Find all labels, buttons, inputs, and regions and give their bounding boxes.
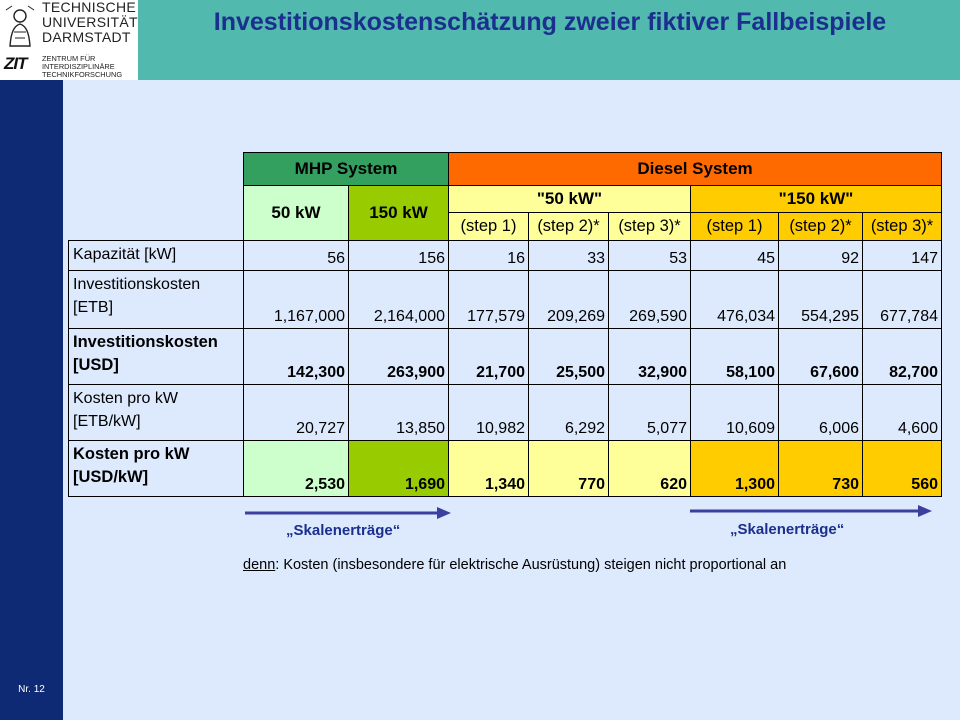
table-cell: 16	[448, 240, 529, 271]
table-cell: 177,579	[448, 270, 529, 329]
zit-line-2: INTERDISZIPLINÄRE	[42, 62, 115, 71]
step-header-3: (step 3)*	[608, 212, 691, 241]
table-cell: 20,727	[243, 384, 349, 441]
footnote-lead: denn	[243, 557, 276, 573]
table-cell: 25,500	[528, 328, 609, 385]
zit-line-3: TECHNIKFORSCHUNG	[42, 70, 123, 79]
table-cell: 1,690	[348, 440, 449, 497]
university-logo	[0, 0, 138, 80]
step-header-6: (step 3)*	[862, 212, 942, 241]
logo-line-2: UNIVERSITÄT	[42, 14, 138, 30]
footnote	[243, 557, 786, 573]
table-cell: 209,269	[528, 270, 609, 329]
table-cell: 13,850	[348, 384, 449, 441]
table-cell: 10,609	[690, 384, 779, 441]
table-cell: 1,340	[448, 440, 529, 497]
table-cell: 21,700	[448, 328, 529, 385]
row-label: Investitionskosten [ETB]	[68, 270, 244, 329]
table-cell: 82,700	[862, 328, 942, 385]
left-arrow-label: „Skalenerträge“	[286, 522, 401, 539]
page-number: Nr. 12	[18, 684, 45, 695]
step-header-2: (step 2)*	[528, 212, 609, 241]
table-cell: 32,900	[608, 328, 691, 385]
left-sidebar-bar	[0, 80, 63, 720]
table-cell: 1,167,000	[243, 270, 349, 329]
table-cell: 53	[608, 240, 691, 271]
diesel-50kw-header: "50 kW"	[448, 185, 691, 213]
row-label: Kapazität [kW]	[68, 240, 244, 271]
step-header-5: (step 2)*	[778, 212, 863, 241]
zit-line-1: ZENTRUM FÜR	[42, 54, 96, 63]
table-cell: 6,292	[528, 384, 609, 441]
right-arrow-icon	[688, 503, 934, 519]
table-cell: 730	[778, 440, 863, 497]
table-cell: 620	[608, 440, 691, 497]
table-cell: 770	[528, 440, 609, 497]
table-cell: 269,590	[608, 270, 691, 329]
table-cell: 45	[690, 240, 779, 271]
slide-header	[0, 0, 960, 80]
footnote-rest: : Kosten (insbesondere für elektrische Ausrüstung) steigen nicht proportional an	[275, 557, 787, 573]
logo-line-3: DARMSTADT	[42, 29, 131, 45]
diesel-150kw-header: "150 kW"	[690, 185, 942, 213]
row-label: Investitionskosten [USD]	[68, 328, 244, 385]
step-header-1: (step 1)	[448, 212, 529, 241]
table-cell: 2,164,000	[348, 270, 449, 329]
university-seal-icon	[2, 2, 38, 48]
zit-logo-mark: ZIT	[4, 54, 27, 73]
table-cell: 6,006	[778, 384, 863, 441]
table-cell: 476,034	[690, 270, 779, 329]
row-label: Kosten pro kW [ETB/kW]	[68, 384, 244, 441]
table-cell: 5,077	[608, 384, 691, 441]
table-cell: 147	[862, 240, 942, 271]
table-cell: 1,300	[690, 440, 779, 497]
left-arrow-icon	[243, 505, 453, 521]
diesel-system-header: Diesel System	[448, 152, 942, 186]
table-cell: 560	[862, 440, 942, 497]
mhp-50kw-header: 50 kW	[243, 185, 349, 241]
right-arrow-label: „Skalenerträge“	[730, 521, 845, 538]
table-cell: 263,900	[348, 328, 449, 385]
row-label: Kosten pro kW [USD/kW]	[68, 440, 244, 497]
table-cell: 33	[528, 240, 609, 271]
table-cell: 67,600	[778, 328, 863, 385]
table-cell: 554,295	[778, 270, 863, 329]
table-cell: 2,530	[243, 440, 349, 497]
table-cell: 10,982	[448, 384, 529, 441]
table-cell: 677,784	[862, 270, 942, 329]
table-cell: 56	[243, 240, 349, 271]
table-cell: 92	[778, 240, 863, 271]
table-cell: 58,100	[690, 328, 779, 385]
mhp-150kw-header: 150 kW	[348, 185, 449, 241]
logo-line-1: TECHNISCHE	[42, 0, 137, 15]
table-cell: 142,300	[243, 328, 349, 385]
table-cell: 156	[348, 240, 449, 271]
mhp-system-header: MHP System	[243, 152, 449, 186]
table-cell: 4,600	[862, 384, 942, 441]
slide-title: Investitionskostenschätzung zweier fiktiver Fallbeispiele	[213, 8, 887, 36]
step-header-4: (step 1)	[690, 212, 779, 241]
